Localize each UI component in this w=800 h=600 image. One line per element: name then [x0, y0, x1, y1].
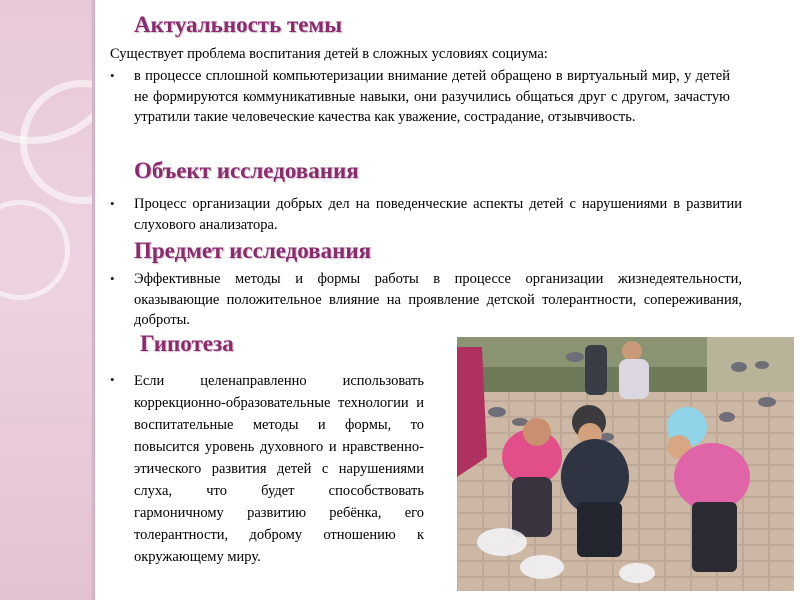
relevance-bullet-text: в процессе сплошной компьютеризации внимание детей обращено в виртуальный мир, у детей не формируются коммуникативные навыки, они разучились общаться друг с другом, зачастую утратили такие человеческие качества как уважение, сострадание, отзывчивость.: [134, 68, 730, 125]
hypothesis-heading: Гипотеза: [140, 331, 234, 356]
subject-bullet-text: Эффективные методы и формы работы в процессе организации жизнедеятельности, оказывающие положительное влияние на проявление детской толерантности, сопереживания, доброты.: [134, 271, 742, 328]
children-feeding-pigeons-photo: [457, 337, 794, 591]
relevance-heading: Актуальность темы: [134, 12, 343, 37]
relevance-bullet: [110, 66, 730, 148]
subject-heading: Предмет исследования: [134, 238, 372, 263]
left-band-edge: [92, 0, 95, 600]
bullet-icon: •: [110, 68, 115, 83]
hypothesis-bullet-text: Если целенаправленно использовать коррекционно-образовательные технологии и воспитательные методы и формы, то повысится уровень духовного и нравственно-этического развития детей с нарушениями слуха, что будет способствовать гармоничному развитию ребёнка, его толерантности, доброму отношению к окружающему миру.: [134, 373, 424, 565]
left-decor-band: [0, 0, 92, 600]
object-bullet-text: Процесс организации добрых дел на поведенческие аспекты детей с нарушениями в развитии слухового анализатора.: [134, 196, 742, 233]
bullet-icon: •: [110, 196, 115, 211]
object-bullet: [110, 194, 742, 236]
bullet-icon: •: [110, 372, 115, 387]
object-heading: Объект исследования: [134, 158, 359, 183]
bullet-icon: •: [110, 271, 115, 286]
relevance-intro: Существует проблема воспитания детей в сложных условиях социума:: [110, 46, 548, 62]
subject-bullet: [110, 269, 742, 333]
hypothesis-bullet: [110, 370, 424, 585]
decor-circle: [0, 200, 70, 300]
photo-illustration: [457, 337, 794, 591]
